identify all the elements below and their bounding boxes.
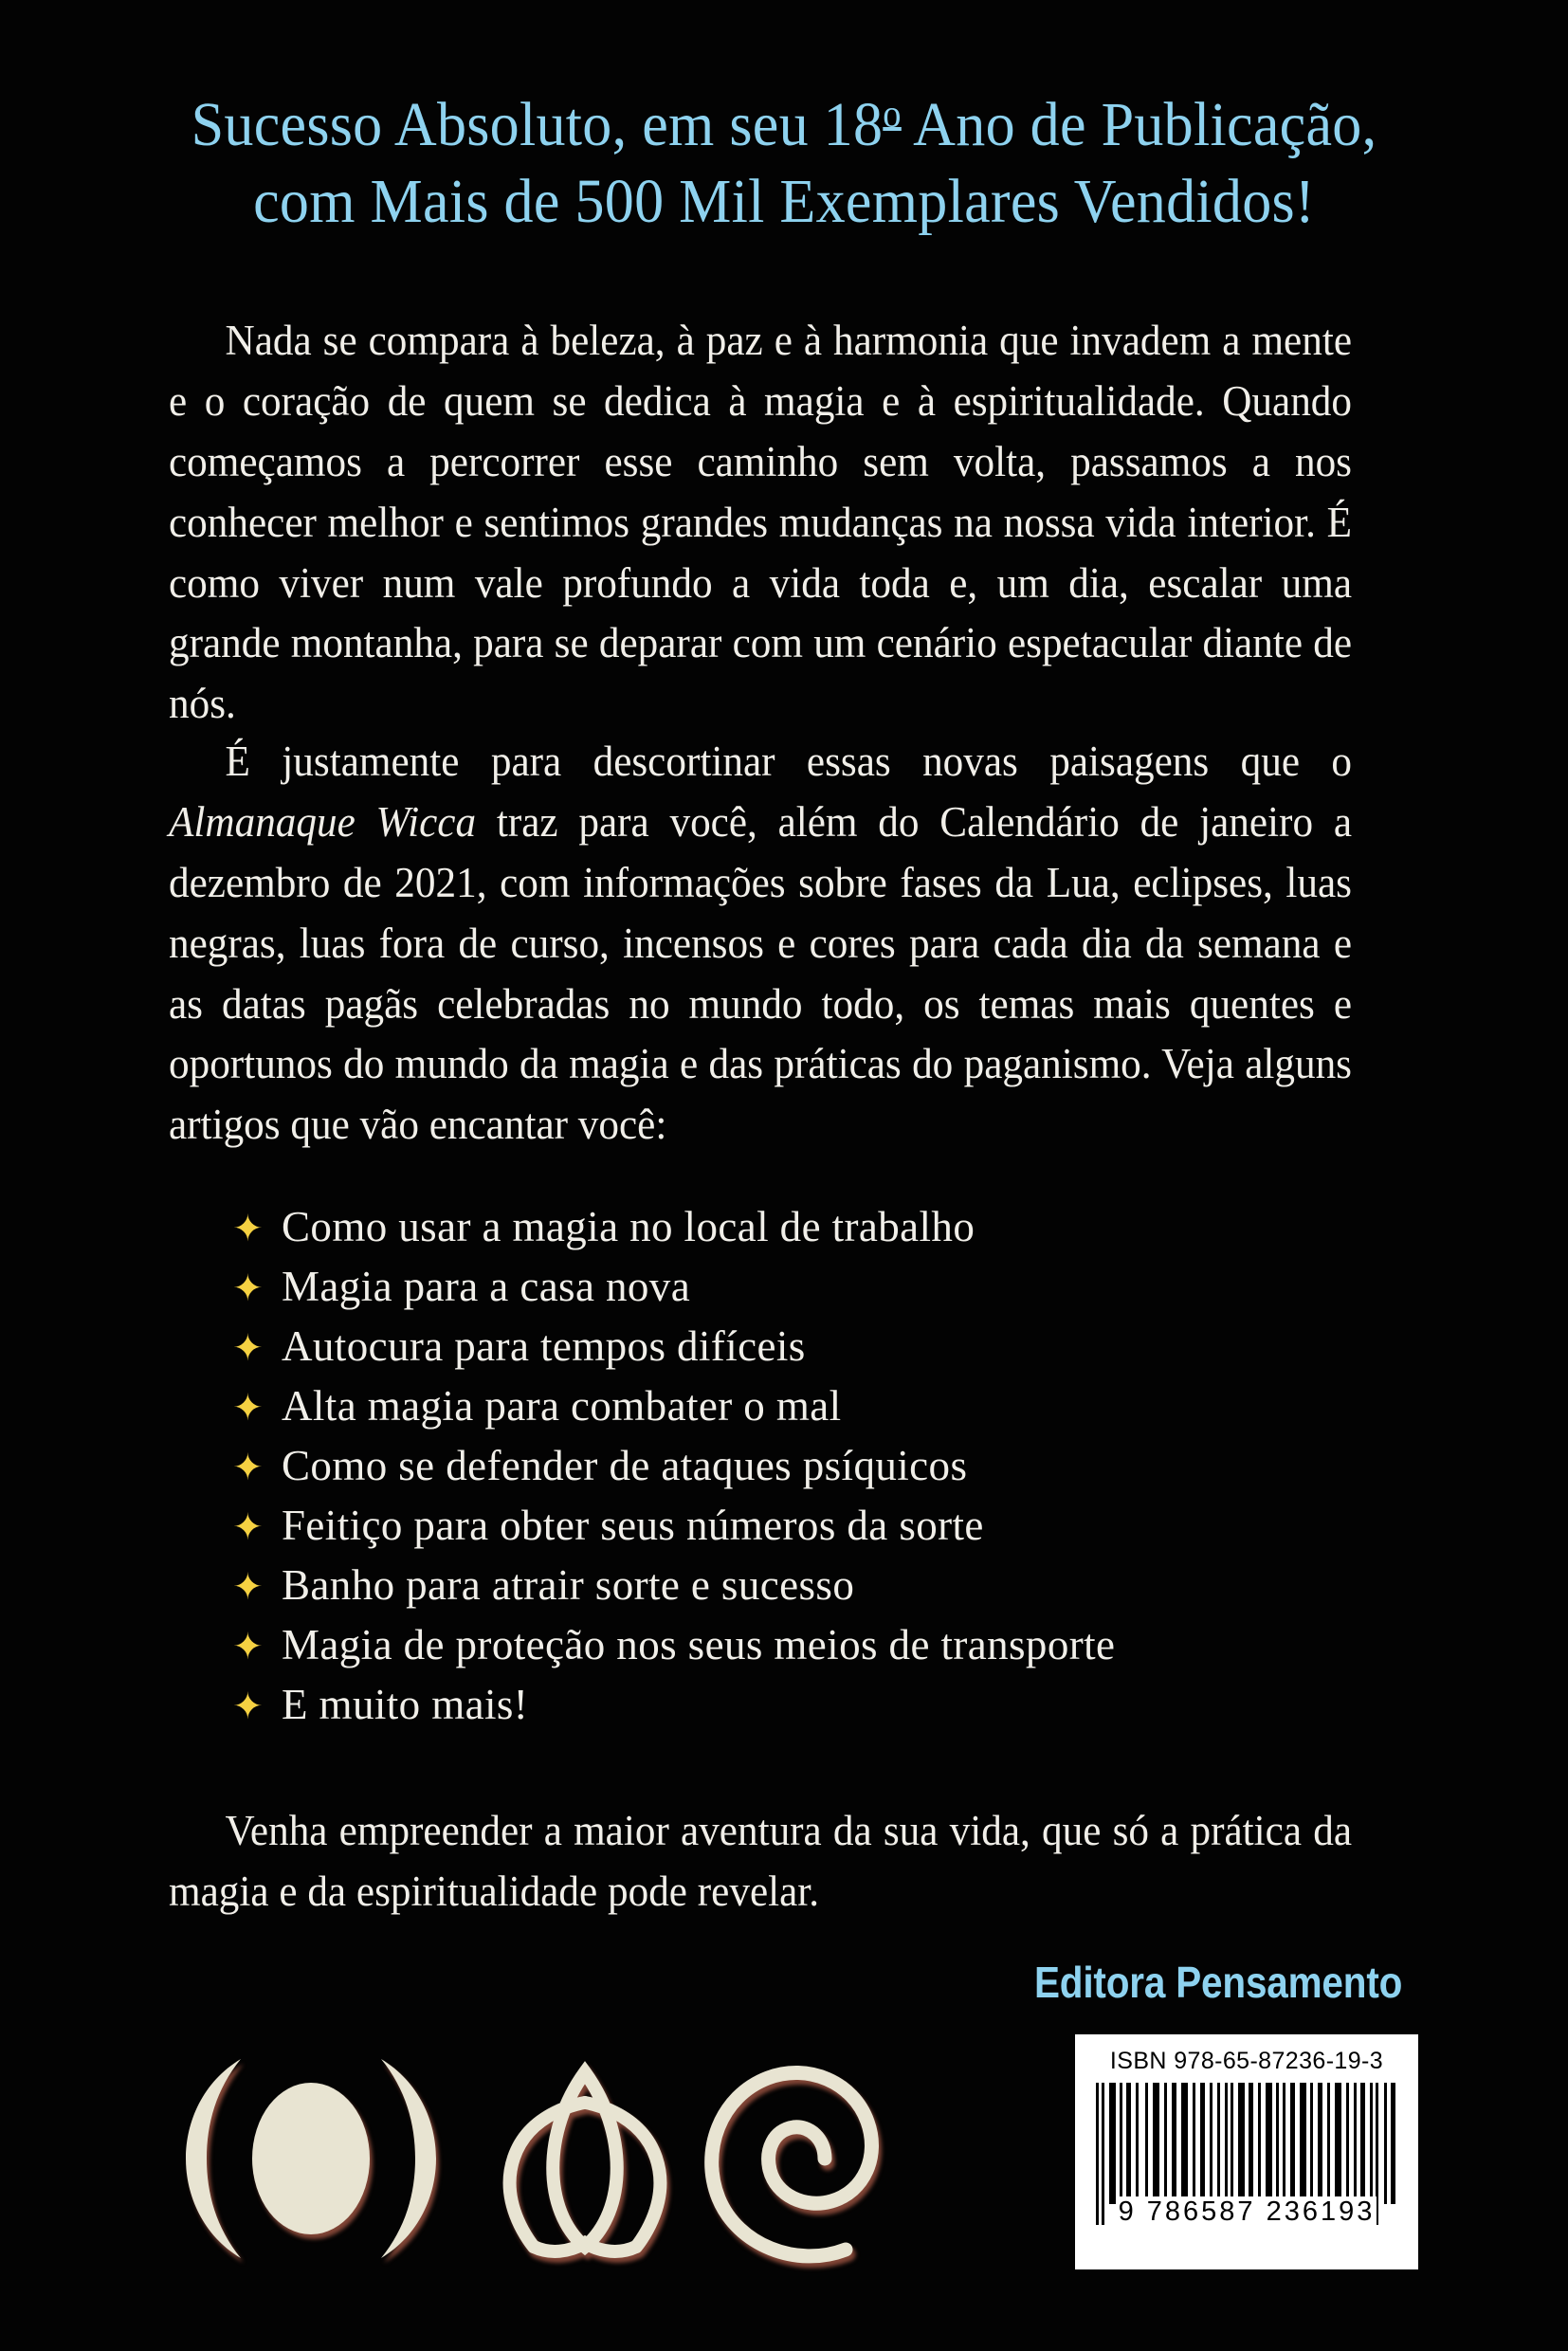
isbn-number: ISBN 978-65-87236-19-3 [1109,2048,1384,2074]
list-item-label: E muito mais! [282,1681,529,1728]
publisher-name: Editora Pensamento [1033,1958,1402,2007]
intro-paragraph-block [169,311,1352,735]
description-text-part-1: É justamente para descortinar essas novas paisagens que o [225,738,1352,785]
headline-line-2: com Mais de 500 Mil Exemplares Vendidos! [253,166,1315,236]
wiccan-symbols-group [159,2040,937,2277]
list-item-label: Autocura para tempos difíceis [282,1322,806,1370]
list-item [232,1621,1116,1684]
list-item-label: Como usar a magia no local de trabalho [282,1203,975,1250]
list-item [232,1504,1115,1564]
list-item [232,1681,1115,1743]
isbn-barcode-block [1075,2034,1418,2269]
list-item-label: Feitiço para obter seus números da sorte [282,1502,984,1549]
list-item [232,1442,1115,1504]
sparkle-star-icon: ✦ [232,1209,264,1249]
sparkle-star-icon: ✦ [232,1686,264,1727]
description-text-part-2: traz para você, além do Calendário de janeiro a dezembro de 2021, com informações sobre fases da Lua, eclipses, luas negras, luas fora de curso, incensos e cores para cada dia da semana e as datas pagãs celebradas no mundo todo, os temas mais quentes e oportunos do mundo da magia e das práticas do paganismo. Veja alguns artigos que vão encantar você: [169,797,1353,1149]
headline-ordinal-marker: o [883,92,902,136]
closing-paragraph: Venha empreender a maior aventura da sua vida, que só a prática da magia e da espiritualidade pode revelar. [169,1807,1352,1915]
closing-paragraph-block [169,1801,1352,1923]
list-item-label: Como se defender de ataques psíquicos [282,1442,968,1489]
sparkle-star-icon: ✦ [232,1388,264,1429]
sparkle-star-icon: ✦ [232,1448,264,1488]
ean-digits: 9 786587 236193 [1118,2196,1376,2227]
headline [47,87,1522,240]
list-item [232,1263,1115,1325]
list-item [232,1382,1115,1445]
headline-line-1-text-a: Sucesso Absoluto, em seu 18 [191,90,884,159]
spiral-icon [712,2073,872,2256]
sparkle-star-icon: ✦ [232,1507,264,1548]
headline-line-1-text-b: Ano de Publicação, [901,90,1377,159]
triquetra-icon [510,2072,661,2251]
list-item [232,1203,1115,1266]
list-item-label: Banho para atrair sorte e sucesso [282,1561,855,1609]
book-title-italic: Almanaque Wicca [169,797,477,846]
description-paragraph-block [169,732,1352,1156]
list-item [232,1561,1115,1624]
list-item-label: Magia para a casa nova [282,1263,691,1310]
sparkle-star-icon: ✦ [232,1328,264,1369]
list-item [232,1322,1115,1385]
sparkle-star-icon: ✦ [232,1627,264,1668]
sparkle-star-icon: ✦ [232,1567,264,1608]
triple-moon-goddess-icon [186,2059,436,2258]
list-item-label: Magia de proteção nos seus meios de transporte [282,1621,1116,1668]
feature-list [232,1203,1116,1743]
description-paragraph [169,732,1352,1156]
list-item-label: Alta magia para combater o mal [282,1382,842,1430]
headline-line-1 [47,87,1522,164]
intro-paragraph: Nada se compara à beleza, à paz e à harmonia que invadem a mente e o coração de quem se dedica à magia e à espiritualidade. Quando começamos a percorrer esse caminho sem volta, passamos a nos conhecer melhor e sentimos grandes mudanças na nossa vida interior. É como viver num vale profundo a vida toda e, um dia, escalar uma grande montanha, para se deparar com um cenário espetacular diante de nós. [169,317,1352,728]
sparkle-star-icon: ✦ [232,1268,264,1309]
